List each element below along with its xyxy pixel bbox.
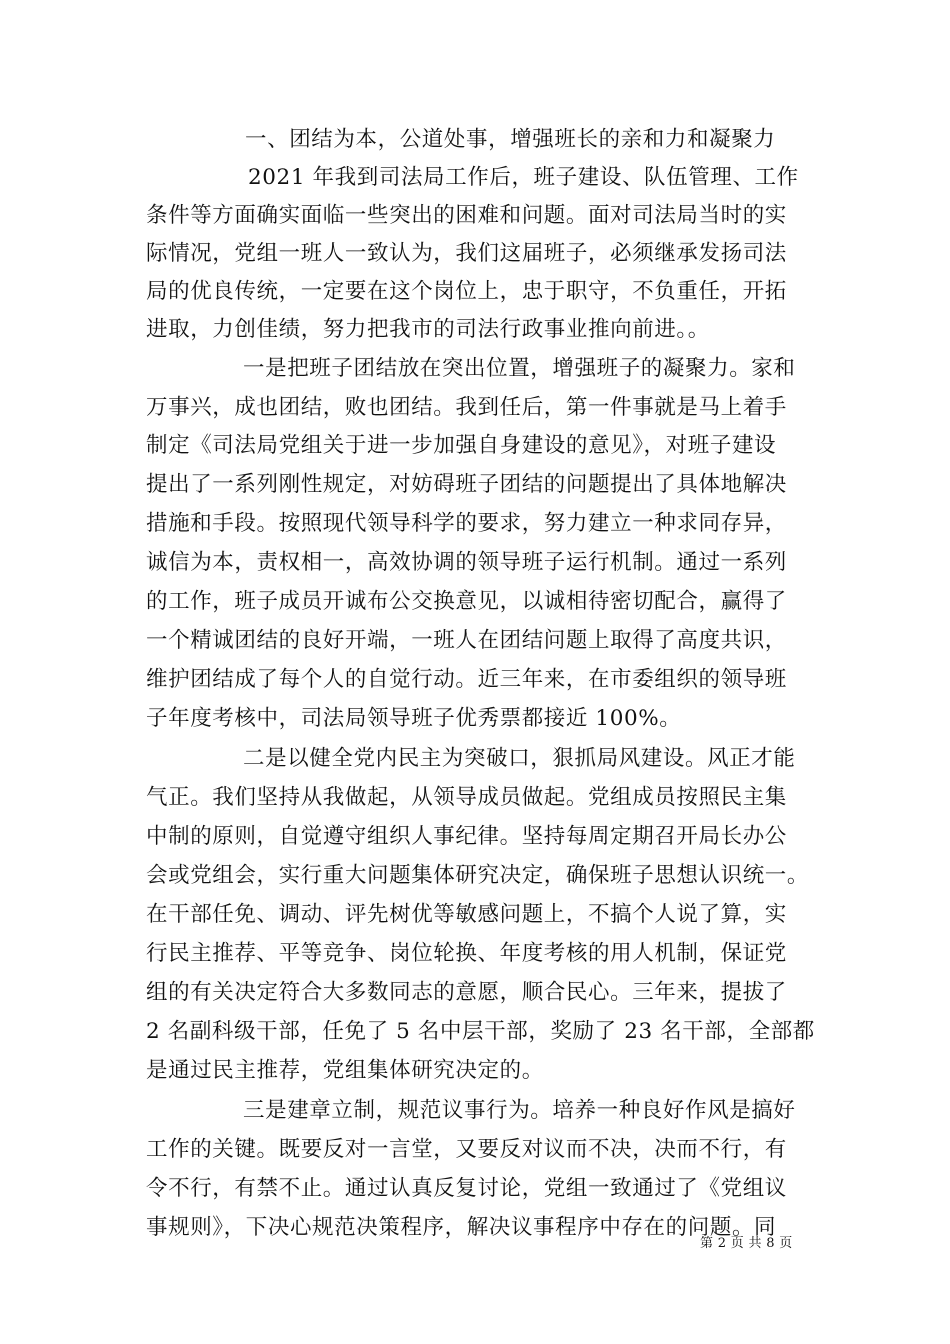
paragraph-line: 局的优良传统，一定要在这个岗位上，忠于职守，不负重任，开拓 [146, 279, 787, 304]
paragraph-line: 万事兴，成也团结，败也团结。我到任后，第一件事就是马上着手 [146, 395, 787, 420]
page-number: 第 2 页 共 8 页 [700, 1236, 793, 1251]
paragraph-line: 工作的关键。既要反对一言堂，又要反对议而不决，决而不行，有 [146, 1137, 787, 1162]
paragraph-line: 会或党组会，实行重大问题集体研究决定，确保班子思想认识统一。 [146, 863, 810, 888]
paragraph-line: 制定《司法局党组关于进一步加强自身建设的意见》，对班子建设 [146, 433, 777, 458]
section-heading: 一、团结为本，公道处事，增强班长的亲和力和凝聚力 [245, 127, 776, 152]
paragraph-line: 组的有关决定符合大多数同志的意愿，顺合民心。三年来，提拔了 [146, 980, 787, 1005]
paragraph-line: 2021 年我到司法局工作后，班子建设、队伍管理、工作 [248, 165, 799, 190]
paragraph-line: 三是建章立制，规范议事行为。培养一种良好作风是搞好 [243, 1098, 796, 1123]
paragraph-line: 中制的原则，自觉遵守组织人事纪律。坚持每周定期召开局长办公 [146, 824, 787, 849]
paragraph-line: 令不行，有禁不止。通过认真反复讨论，党组一致通过了《党组议 [146, 1176, 787, 1201]
paragraph-line: 提出了一系列刚性规定，对妨碍班子团结的问题提出了具体地解决 [146, 472, 787, 497]
paragraph-line: 气正。我们坚持从我做起，从领导成员做起。党组成员按照民主集 [146, 785, 787, 810]
paragraph-line: 子年度考核中，司法局领导班子优秀票都接近 100%。 [146, 706, 682, 731]
paragraph-line: 进取，力创佳绩，努力把我市的司法行政事业推向前进。。 [146, 317, 710, 342]
paragraph-line: 行民主推荐、平等竞争、岗位轮换、年度考核的用人机制，保证党 [146, 941, 787, 966]
paragraph-line: 在干部任免、调动、评先树优等敏感问题上，不搞个人说了算，实 [146, 902, 787, 927]
paragraph-line: 际情况，党组一班人一致认为，我们这届班子，必须继承发扬司法 [146, 241, 787, 266]
paragraph-line: 事规则》，下决心规范决策程序，解决议事程序中存在的问题。同 [146, 1215, 777, 1240]
paragraph-line: 一是把班子团结放在突出位置，增强班子的凝聚力。家和 [243, 356, 796, 381]
paragraph-line: 条件等方面确实面临一些突出的困难和问题。面对司法局当时的实 [146, 203, 787, 228]
paragraph-line: 二是以健全党内民主为突破口，狠抓局风建设。风正才能 [243, 746, 796, 771]
paragraph-line: 2 名副科级干部，任免了 5 名中层干部，奖励了 23 名干部，全部都 [146, 1019, 815, 1044]
paragraph-line: 措施和手段。按照现代领导科学的要求，努力建立一种求同存异， [146, 511, 787, 536]
paragraph-line: 的工作，班子成员开诚布公交换意见，以诚相待密切配合，赢得了 [146, 589, 787, 614]
paragraph-line: 是通过民主推荐，党组集体研究决定的。 [146, 1058, 544, 1083]
paragraph-line: 维护团结成了每个人的自觉行动。近三年来，在市委组织的领导班 [146, 667, 787, 692]
paragraph-line: 诚信为本，责权相一，高效协调的领导班子运行机制。通过一系列 [146, 550, 787, 575]
paragraph-line: 一个精诚团结的良好开端，一班人在团结问题上取得了高度共识， [146, 628, 787, 653]
